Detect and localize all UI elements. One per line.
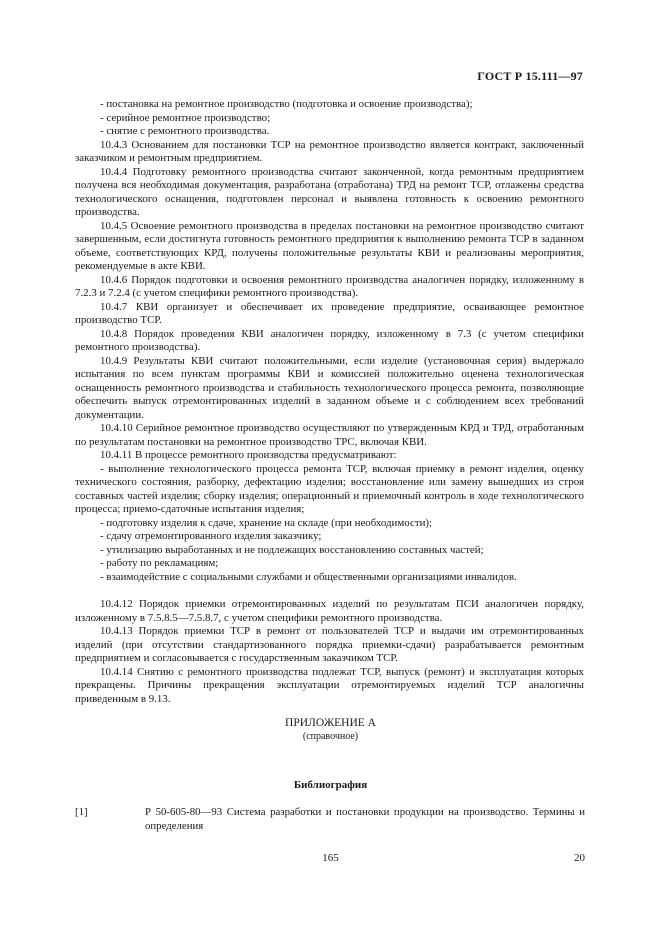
- list-item: - выполнение технологического процесса ремонта ТСР, включая приемку в ремонт изделия, оценку технического состояния, разборку, дефектацию изделия; восстановление или замену вышедших из строя составных частей изделия; сборку изделия; операционный и приемочный контроль в ходе технологического процесса; приемо-сдаточные испытания изделия;: [75, 462, 584, 515]
- bibliography-entry-text: Р 50-605-80—93 Система разработки и постановки продукции на производство. Термины и определения: [145, 806, 585, 832]
- standard-header: ГОСТ Р 15.111—97: [477, 69, 583, 83]
- list-item: - работу по рекламациям;: [100, 557, 219, 569]
- clause-10-4-8: 10.4.8 Порядок проведения КВИ аналогичен порядку, изложенному в 7.3 (с учетом специфики ремонтного производства).: [75, 327, 584, 353]
- list-item: - взаимодействие с социальными службами и общественными организациями инвалидов.: [100, 570, 517, 583]
- bibliography-entry-number: [1]: [75, 806, 88, 818]
- bibliography-title: Библиография: [293, 779, 368, 791]
- list-item: - подготовку изделия к сдаче, хранение на складе (при необходимости);: [100, 516, 433, 529]
- clause-10-4-11: 10.4.11 В процессе ремонтного производства предусматривают:: [100, 449, 397, 461]
- list-item: - снятие с ремонтного производства.: [100, 125, 270, 137]
- clause-10-4-4: 10.4.4 Подготовку ремонтного производства считают законченной, когда ремонтным предприятием получена вся необходимая документация, разработана (отработана) ТРД на ремонт ТСР, отлажены средства технологического оснащения, подготовлен персонал и выявлена готовность к освоению ремонтного производства.: [75, 165, 584, 218]
- list-item: - сдачу отремонтированного изделия заказчику;: [100, 530, 322, 542]
- clause-10-4-3: 10.4.3 Основанием для постановки ТСР на ремонтное производство является контракт, заключенный заказчиком и ремонтным предприятием.: [75, 138, 584, 164]
- list-item: - серийное ремонтное производство;: [100, 111, 271, 124]
- clause-10-4-14: 10.4.14 Снятию с ремонтного производства подлежат ТСР, выпуск (ремонт) и эксплуатация которых прекращены. Причины прекращения эксплуатации отремонтируемых изделий ТСР аналогичны приведенным в 9.13.: [75, 665, 584, 705]
- clause-10-4-12: 10.4.12 Порядок приемки отремонтированных изделий по результатам ПСИ аналогичен порядку, изложенному в 7.5.8.5—7.5.8.7, с учетом специфики ремонтного производства.: [75, 598, 584, 624]
- appendix-title: ПРИЛОЖЕНИЕ А: [285, 717, 376, 729]
- list-item: - утилизацию выработанных и не подлежащих восстановлению составных частей;: [100, 543, 484, 556]
- clause-10-4-10: 10.4.10 Серийное ремонтное производство осуществляют по утвержденным КРД и ТРД, отработанным по результатам постановки на ремонтное производство ТРС, включая КВИ.: [75, 422, 584, 448]
- clause-10-4-5: 10.4.5 Освоение ремонтного производства в пределах постановки на ремонтное производство считают завершенным, если достигнута готовность ремонтного предприятия к выполнению ремонта ТСР в заданном объеме, соответствующих КРД, получены положительные результаты КВИ и реализованы мероприятия, рекомендуемые в акте КВИ.: [75, 219, 584, 272]
- sheet-number: 20: [574, 852, 585, 864]
- document-body: [75, 98, 584, 706]
- appendix-subtitle: (справочное): [302, 731, 359, 742]
- appendix-heading: [0, 716, 661, 744]
- clause-10-4-9: 10.4.9 Результаты КВИ считают положительными, если изделие (установочная серия) выдержало испытания по всем пунктам программы КВИ и комиссией положительно оценена технологическая оснащенность ремонтного производства и стабильность технологического процесса ремонта, позволяющие обеспечить выпуск отремонтированных изделий в заданном объеме и с соблюдением всех требований документации.: [75, 354, 584, 421]
- spacer: [75, 584, 584, 598]
- clause-10-4-13: 10.4.13 Порядок приемки ТСР в ремонт от пользователей ТСР и выдачи им отремонтированных изделий (при отсутствии стандартизованного порядка приемки-сдачи) разрабатывается ремонтным предприятием и согласовывается с государственным заказчиком ТСР.: [75, 625, 584, 664]
- clause-10-4-6: 10.4.6 Порядок подготовки и освоения ремонтного производства аналогичен порядку, изложенному в 7.2.3 и 7.2.4 (с учетом специфики ремонтного производства).: [75, 273, 584, 299]
- clause-10-4-7: 10.4.7 КВИ организует и обеспечивает их проведение предприятие, осваивающее ремонтное производство ТСР.: [75, 300, 584, 326]
- page-number: 165: [322, 852, 339, 864]
- list-item: - постановка на ремонтное производство (подготовка и освоение производства);: [100, 98, 473, 110]
